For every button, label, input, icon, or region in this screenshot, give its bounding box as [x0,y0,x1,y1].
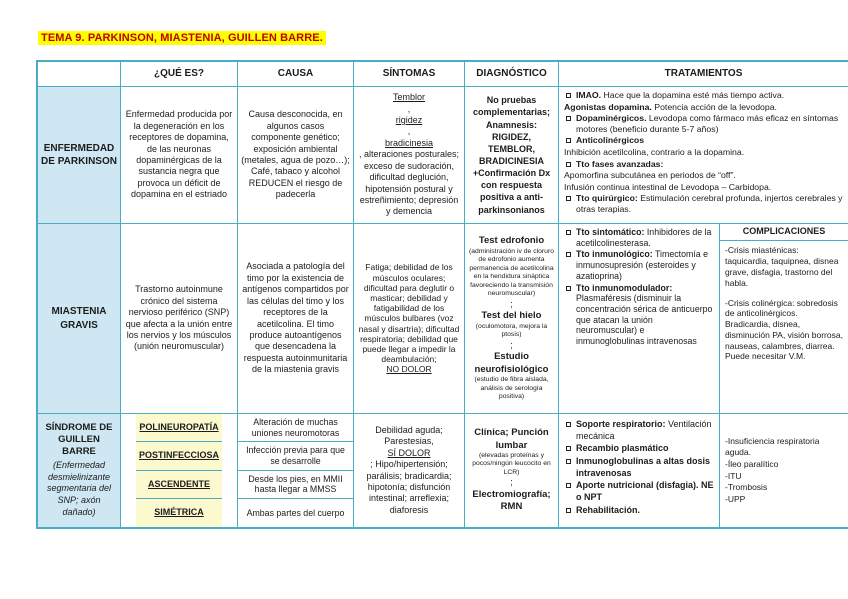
treatment-line [564,113,843,134]
treatment-line [564,193,843,214]
complicaciones-body [720,414,848,527]
guillen-name: SÍNDROME DE GUILLEN BARRE [45,422,113,458]
treatment-text: Rehabilitación. [576,504,641,515]
parkinson-tratamientos-cell [559,87,848,224]
disease-table [36,60,848,529]
treatment-line [564,443,714,455]
treatment-text: Anticolinérgicos [576,135,645,146]
treatment-line [564,249,714,281]
treatment-text: Soporte respiratorio: Ventilación mecánica [576,419,712,441]
treatment-line [564,182,843,193]
guillen-subtype-cell: POLINEUROPATÍA [136,414,222,442]
guillen-sintomas-cell: Debilidad aguda; Parestesias, SÍ DOLOR ; Hipo/hipertensión; parálisis; bradicardia; hipotonía; disfunción intestinal; arreflexia; diaforesis [354,414,465,527]
miastenia-name-cell: MIASTENIA GRAVIS [38,224,121,414]
guillen-causa-cell [238,414,354,527]
miastenia-sintomas-cell: Fatiga; debilidad de los músculos oculares; dificultad para deglutir o masticar; debilidad y fatigabilidad de los músculos bulbares (voz nasal y disartria); dificultad respiratoria; debilidad que puede llegar a impedir la deambulación; NO DOLOR [354,224,465,414]
column-header-causa: CAUSA [238,62,354,87]
parkinson-que-es-cell: Enfermedad producida por la degeneración en los receptores de dopamina, de las neuronas dopaminérgicas de la sustancia negra que provoca un déficit de dopamina en el estriado [121,87,238,224]
complicaciones-item: -UPP [725,494,746,505]
treatment-text: Recambio plasmático [576,443,669,454]
guillen-causa-subcell: Alteración de muchas uniones neuromotoras [238,414,353,442]
square-bullet-icon [566,422,571,427]
complicaciones-header: COMPLICACIONES [720,224,848,241]
square-bullet-icon [566,196,571,201]
column-header-que-es: ¿QUÉ ES? [121,62,238,87]
complicaciones-item: -Íleo paralítico [725,458,779,469]
column-header-sintomas: SÍNTOMAS [354,62,465,87]
treatment-line [564,505,714,517]
square-bullet-icon [566,230,571,235]
treatment-line [564,480,714,503]
miastenia-que-es-cell: Trastorno autoinmune crónico del sistema nervioso periférico (SNP) que afecta a la unión entre los nervios y los músculos (unión neuromuscular) [121,224,238,414]
guillen-subtype-cell: SIMÉTRICA [136,499,222,527]
treatment-text: Tto fases avanzadas: [576,158,664,169]
guillen-tratamientos-cell [559,414,720,527]
treatment-text: Agonistas dopamina. Potencia acción de la levodopa. [564,101,777,112]
treatment-text: Tto quirúrgico: Estimulación cerebral profunda, injertos cerebrales y otras terapias. [576,193,843,215]
treatment-text: Infusión continua intestinal de Levodopa – Carbidopa. [564,181,772,192]
square-bullet-icon [566,162,571,167]
complicaciones-item: -ITU [725,470,742,481]
parkinson-name-cell: ENFERMEDAD DE PARKINSON [38,87,121,224]
complicaciones-item: -Trombosis [725,482,768,493]
complicaciones-body [720,241,848,413]
treatment-line [564,170,843,181]
square-bullet-icon [566,483,571,488]
complicaciones-item: -Insuficiencia respiratoria aguda. [725,436,820,457]
square-bullet-icon [566,508,571,513]
guillen-complicaciones-cell [720,414,848,527]
guillen-name-cell [38,414,121,527]
guillen-causa-subcell: Infección previa para que se desarrolle [238,442,353,470]
guillen-name-note: (Enfermedad desmielinizante segmentaria del SNP; axón dañado) [46,460,112,517]
complicaciones-item: -Crisis colinérgica: sobredosis de anticolinérgicos. Bradicardia, disnea, disminución PA, visión borrosa, nauseas, calambres, diarrea. Puede necesitar V.M. [725,297,843,362]
treatment-line [564,90,843,101]
complicaciones-item: -Crisis miasténicas: taquicardia, taquipnea, disnea grave, disfagia, trastorno del habla. [725,245,839,288]
page-title: TEMA 9. PARKINSON, MIASTENIA, GUILLEN BARRE. [38,31,326,45]
parkinson-diagnostico-cell: No pruebas complementarias; Anamnesis: RIGIDEZ, TEMBLOR, BRADICINESIA +Confirmación Dx con respuesta positiva a anti-parkinsonianos [465,87,559,224]
treatment-line [564,147,843,158]
treatment-text: Apomorfina subcutánea en periodos de “off”. [564,170,736,181]
treatment-line [564,456,714,479]
square-bullet-icon [566,459,571,464]
miastenia-causa-cell: Asociada a patología del timo por la existencia de antígenos compartidos por las células del timo y los receptores de la acetilcolina. El timo produce autoantígenos que desencadena la respuesta autoinmunitaria de la miastenia gravis [238,224,354,414]
treatment-line [564,227,714,248]
guillen-causa-subcell: Ambas partes del cuerpo [246,507,345,518]
guillen-subtype-cell: ASCENDENTE [136,471,222,499]
column-header-diagnostico: DIAGNÓSTICO [465,62,559,87]
square-bullet-icon [566,446,571,451]
square-bullet-icon [566,138,571,143]
corner-header-cell [38,62,121,87]
treatment-text: Tto inmunomodulador: Plasmaféresis (disminuir la concentración sérica de anticuerpo que atacan la unión neuromuscular) e inmunoglobulinas intravenosas [576,282,713,347]
square-bullet-icon [566,286,571,291]
treatment-line [564,102,843,113]
treatment-text: Tto sintomático: Inhibidores de la acetilcolinesterasa. [576,227,712,248]
treatment-line [564,283,714,347]
parkinson-causa-cell: Causa desconocida, en algunos casos componente genético; exposición ambiental (metales, agua de pozo…); Café, tabaco y alcohol REDUCEN el riesgo de padecerla [238,87,354,224]
miastenia-tratamientos-cell [559,224,720,414]
guillen-que-es-cell [121,414,238,527]
treatment-text: Inmunoglobulinas a altas dosis intravenosas [576,456,711,478]
guillen-subtype-cell: POSTINFECCIOSA [136,442,222,470]
miastenia-complicaciones-cell [720,224,848,414]
treatment-text: Tto inmunológico: Timectomía e inmunosupresión (esteroides y azatioprina) [576,249,708,281]
column-header-tratamientos: TRATAMIENTOS [559,62,848,87]
guillen-causa-subcell: Desde los pies, en MMII hasta llegar a MMSS [238,471,353,499]
parkinson-sintomas-cell: Temblor , rigidez , bradicinesia , alteraciones posturales; exceso de sudoración, dificultad deglución, hipotensión postural y estreñimiento; depresión y demencia [354,87,465,224]
treatment-line [564,419,714,442]
miastenia-diagnostico-cell: Test edrofonio (administración iv de cloruro de edrofonio aumenta permanencia de acetilcolina en la hendidura sináptica favoreciendo la transmisión neuromuscular) ; Test del hielo (oculomotora, mejora la ptosis) ; Estudio neurofisiológico (estudio de fibra aislada, análisis de serología positiva) [465,224,559,414]
treatment-text: Inhibición acetilcolina, contrario a la dopamina. [564,147,745,158]
treatment-text: Dopaminérgicos. Levodopa como fármaco más eficaz en síntomas motores (beneficio durante 5-7 años) [576,113,839,134]
treatment-text: IMAO. Hace que la dopamina esté más tiempo activa. [576,90,785,100]
treatment-line [564,159,843,170]
square-bullet-icon [566,252,571,257]
square-bullet-icon [566,116,571,121]
treatment-text: Aporte nutricional (disfagia). NE o NPT [576,480,714,503]
treatment-line [564,135,843,146]
square-bullet-icon [566,93,571,98]
guillen-diagnostico-cell: Clínica; Punción lumbar (elevadas proteínas y pocos/ningún leucocito en LCR) ; Electromiografía; RMN [465,414,559,527]
